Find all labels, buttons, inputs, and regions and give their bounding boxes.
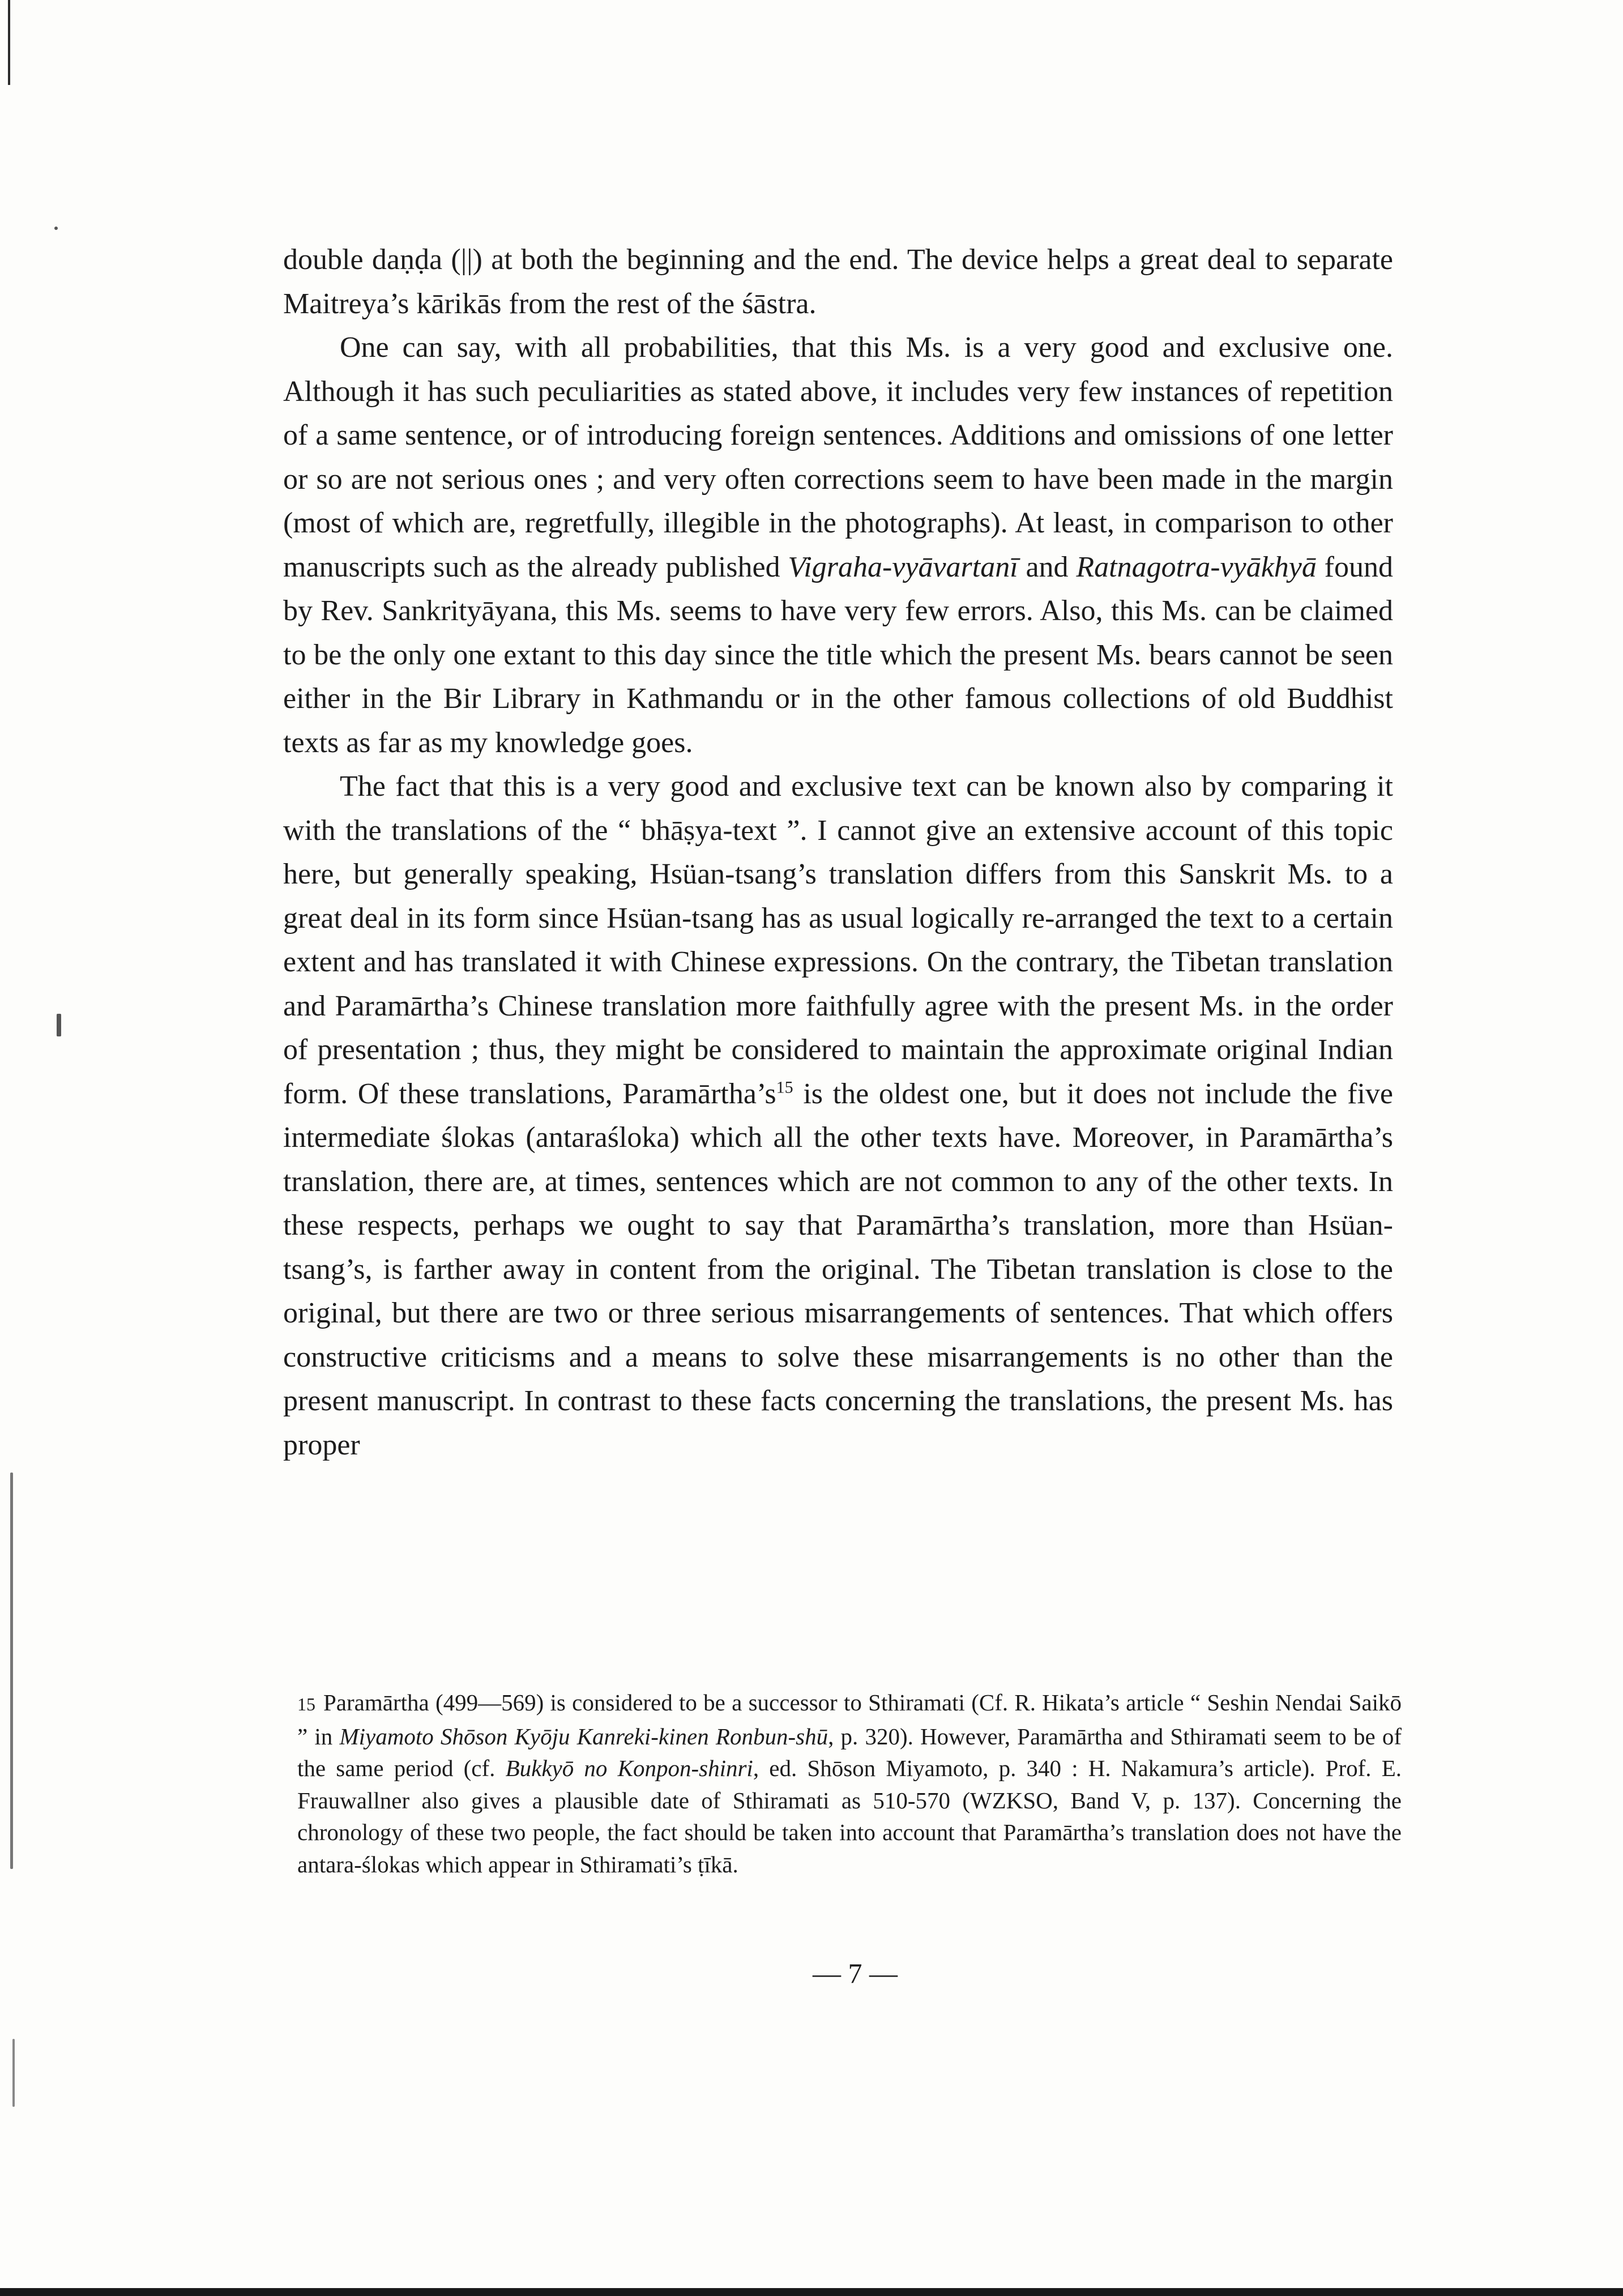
text-run: The fact that this is a very good and exclusive text can be known also by comparing it with the translations of the “ bhāṣya-text ”. I cannot give an extensive account of this topic here, but generally speaking, Hsüan-tsang’s translation differs from this Sanskrit Ms. to a great deal in its form since Hsüan-tsang has as usual logically re-arranged the text to a certain extent and has translated it with Chinese expressions. On the contrary, the Tibetan translation and Paramārtha’s Chinese translation more faithfully agree with the present Ms. in the order of presentation ; thus, they might be considered to maintain the approximate original Indian form. Of these translations, Paramārtha’s [283,770,1393,1110]
text-run: found by Rev. Sankrityāyana, this Ms. seems to have very few errors. Also, this Ms. can be claimed to be the only one extant to this day since the title which the present Ms. bears cannot be seen either in the Bir Library in Kathmandu or in the other famous collections of old Buddhist texts as far as my knowledge goes. [283,550,1393,759]
scan-edge-mark [10,1473,13,1869]
italic-title: Miyamoto Shōson Kyōju Kanreki-kinen Ronbun-shū [339,1723,828,1749]
body-text [283,238,1393,1467]
text-run: , ed. Shōson Miyamoto, p. 340 : H. Nakamura’s article). Prof. E. Frauwallner also gives a plausible date of Sthiramati as 510-570 (WZKSO, Band V, p. 137). Concerning the chronology of these two people, the fact should be taken into account that Paramārtha’s translation does not have the antara-ślokas which appear in Sthiramati’s ṭīkā. [297,1755,1402,1877]
footnote [297,1687,1402,1880]
paragraph [283,326,1393,765]
scan-speck [57,1014,61,1036]
scan-speck [54,227,58,230]
scan-bottom-edge [0,2288,1623,2296]
paragraph [283,238,1393,326]
text-run: and [1018,550,1077,583]
scan-edge-mark [8,0,10,85]
italic-title: Ratnagotra-vyākhyā [1076,550,1317,583]
footnote-paragraph [297,1687,1402,1880]
italic-title: Vigraha-vyāvartanī [788,550,1018,583]
footnote-number: 15 [297,1694,315,1714]
paragraph [283,765,1393,1467]
text-run: is the oldest one, but it does not include the five intermediate ślokas (antaraśloka) which all the other texts have. Moreover, in Paramārtha’s translation, there are, at times, sentences which are not common to any of the other texts. In these respects, perhaps we ought to say that Paramārtha’s translation, more than Hsüan-tsang’s, is farther away in content from the original. The Tibetan translation is close to the original, but there are two or three serious misarrangements of sentences. That which offers constructive criticisms and a means to solve these misarrangements is no other than the present manuscript. In contrast to these facts concerning the translations, the present Ms. has proper [283,1077,1393,1461]
text-run: Paramārtha (499—569) is considered to be a successor to Sthiramati (Cf. R. Hikata’s article “ Seshin Nendai Saikō ” in [297,1689,1402,1749]
text-run: One can say, with all probabilities, that this Ms. is a very good and exclusive one. Although it has such peculiarities as stated above, it includes very few instances of repetition of a same sentence, or of introducing foreign sentences. Additions and omissions of one letter or so are not serious ones ; and very often corrections seem to have been made in the margin (most of which are, regretfully, illegible in the photographs). At least, in comparison to other manuscripts such as the already published [283,331,1393,583]
text-run: , p. 320). However, Paramārtha and Sthiramati seem to be of the same period (cf. [297,1723,1402,1781]
italic-title: Bukkyō no Konpon-shinri [505,1755,753,1781]
page-number: — 7 — [813,1957,898,1989]
footnote-reference: 15 [776,1078,793,1097]
footnote-text [297,1689,1402,1877]
text-run: double daṇḍa (||) at both the beginning and the end. The device helps a great deal to separate Maitreya’s kārikās from the rest of the śāstra. [283,244,1393,320]
scan-edge-mark [12,2039,15,2107]
